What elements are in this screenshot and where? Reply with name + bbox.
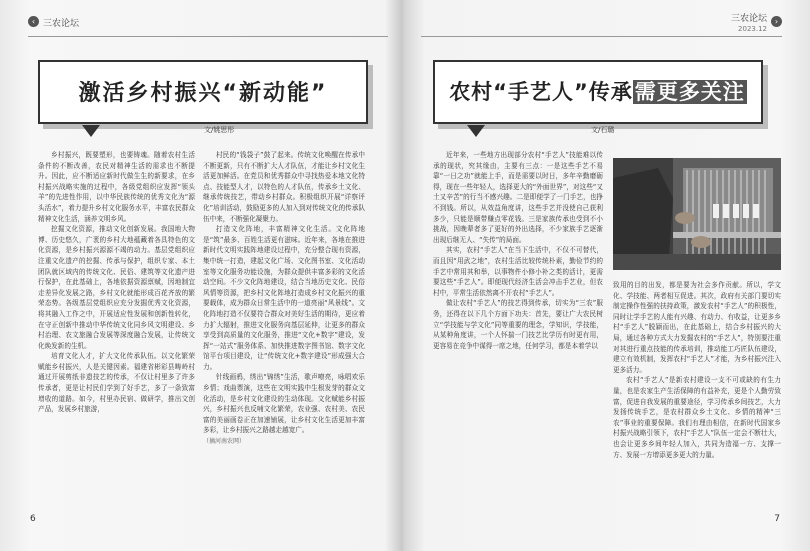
left-paragraph: 打造文化阵地，丰富精神文化生活。文化阵地是“筑”最多、百姓生活更有滋味。近年来，各地在推进新时代文明实践阵地建设过程中，充分整合现有资源，集中统一打造，建起文化广场、文化图书室、文化活动室等文化服务功能设施，为群众提供丰富多彩的文化活动空间。不少文化阵地建设，结合当地历史文化、民俗风情等资源，把乡村文化阵地打造成乡村文化振兴的重要载体，成为群众日常生活中的一道亮丽“风景线”。文化阵地打造不仅要符合群众对美好生活的期待，更应着力扩大辐射，推进文化服务向基层延伸，让更多的群众享受到高质量的文化服务，推进“文化+数字”建设，发挥“一站式”服务体系、加快推进数字图书馆、数字文化馆平台项目建设，让“传统文化+数字建设”形成强大合力。 xyxy=(203,225,365,371)
left-title-pointer xyxy=(82,125,100,137)
right-column-1 xyxy=(433,150,603,500)
left-paragraph: 针线画鸦，绣出“锦绣”生活，歌声嘹亮，咏唱欢乐乡情；戏曲票演，这些在文明实践中生根发芽的群众文化活动，是乡村文化建设的生动体现。文化赋能乡村振兴，乡村振兴也反哺文化繁荣，农业强、农村美、农民富的美丽画卷正在加速铺展，让乡村文化生活更加丰富多彩，让乡村振兴之路越走越宽广。 xyxy=(203,373,365,435)
right-paragraph: 近年来，一些地方出现部分农村“手艺人”技能难以传承的现状，究其缘由，主要有三点：一是这些手艺不易靠“一日之功”就能上手，而是需要以时日，多年辛勤磨砺得，现在一些年轻人，选择更大的“外面世界”，对这些“又土又辛苦”的行当不感兴趣。二是即便学了一门手艺，也挣不到钱。所以，从效益角度讲，这些手艺并没使自己获利多少，只能是顺带赚点零花钱。三是家族传承也受到不小挑战，因晚辈者多了更好的外出选择，不少家族手艺逐渐出现后继无人、“失传”的局面。 xyxy=(433,151,603,244)
left-title-part-2: 乡村振兴 xyxy=(126,81,223,106)
left-source-note: （摘河南农网） xyxy=(203,438,246,446)
right-title-plain: 农村“手艺人”传承 xyxy=(449,80,633,104)
left-page-number: 6 xyxy=(30,514,36,524)
left-paragraph: 村民的“钱袋子”鼓了起来。传统文化唤醒在传承中不断更新，只有不断扩大人才队伍，才能让乡村文化生活更加鲜活。在党员和优秀群众中寻找热爱本地文化特点、技能型人才，以特色的人才队伍，传承乡土文化、继承传统技艺，带动乡村群众。积极组织开展“详察评化”培训活动，鼓励更多的人加入到对传统文化的传承队伍中来，不断强化凝聚力。 xyxy=(203,151,365,223)
right-header-rule xyxy=(421,36,782,37)
right-article-title xyxy=(435,76,761,106)
left-title-part-3: “新动能” xyxy=(222,81,328,106)
right-paragraph: 致用的目的出发，都是要为社会多作贡献。所以，学文化、学技能、两者相互促进。其次，政府有关部门要切实制定操作性强的扶持政策，激发农村“手艺人”的积极性，同时让学手艺的人能有兴趣、有动力、有收益，让更多乡村“手艺人”脱颖而出，在此基础上，结合乡村振兴的大局，通过各种方式大力发掘农村的“手艺人”，特别要注重对其进行重点技能的传承培训，推动能工巧匠队伍建设，建立有效机制，发挥农村“手艺人”才能，为乡村振兴注入更多活力。 xyxy=(613,281,781,374)
left-title-box xyxy=(38,60,368,124)
chevron-right-icon: › xyxy=(771,16,782,27)
issue-date: 2023.12 xyxy=(738,25,767,33)
left-paragraph: 挖掘文化资源，推动文化创新发展。我国地大物博、历史悠久，广袤的乡村大地蕴藏着各具特色的文化资源，是乡村振兴源源不竭的动力。基层党组织应注重文化遗产的挖掘、传承与保护，组织专家、本土团队就区域内的传统文化、民俗、建筑等文化遗产进行保护，在此基础上，各地依据资源禀赋，因地制宜走差异化发展之路，乡村文化就能形成百花齐放的繁荣态势。各级基层党组织应充分发掘优秀文化资源，将其融入工作之中，开展适应性发展和创新性转化，在守正创新中推动中华传统文化同乡风文明建设、乡村治理、农文旅融合发展等深度融合发展，让传统文化焕发新的生机。 xyxy=(38,225,195,350)
right-title-box xyxy=(433,60,763,124)
weaving-loom-photo xyxy=(613,158,781,270)
right-paragraph: 做让农村“手艺人”的技艺得到传承，切实为“三农”服务，还得在以下几个方面下功夫：首先，要让广大农民树立“学技能与学文化”同等重要的理念，学知识，学技能，从某种角度讲，一个人怀揣一门技艺比学历有时更有用，更容易在竞争中谋得一席之地，任何学习，都是本着学以 xyxy=(433,299,603,350)
right-page xyxy=(407,0,810,551)
right-column-2 xyxy=(613,280,781,500)
left-paragraph: 培育文化人才，扩大文化传承队伍。以文化繁荣赋能乡村振兴，人是关键因素。福建省彬彩县畴岭村通过开展剪纸非遗技艺的传承，不仅让村里多了许多传承者，更是让村民们学到了好手艺，多了一条致富增收的道路。如今，村里办民宿、做研学，推出文创产品，发展乡村旅游， xyxy=(38,352,195,414)
left-column-1 xyxy=(38,150,195,500)
left-paragraph: 乡村振兴，既要塑形，也要铸魂。随着农村生活条件的不断改善，农民对精神生活的需求也不断提升。因此，应不断适应新时代做生生的新要求，在乡村振兴战略实施的过程中，各级党组织应发挥“领头羊”的先进性作用，以中华民族传统的优秀文化为“源头活水”，着力提升乡村文化服务水平，丰富农民群众精神文化生活，涵养文明乡风。 xyxy=(38,151,195,223)
left-header-rule xyxy=(28,36,388,37)
chevron-left-icon: ‹ xyxy=(28,16,39,27)
right-page-number: 7 xyxy=(774,514,780,524)
right-section-name: 三农论坛 xyxy=(730,14,767,24)
right-title-highlight: 需更多关注 xyxy=(634,80,745,104)
loom-illustration xyxy=(613,158,781,270)
left-title-part-1: 激活 xyxy=(78,81,127,106)
right-title-pointer xyxy=(467,125,485,137)
left-section-label: 三农论坛 xyxy=(43,19,80,29)
left-column-2 xyxy=(203,150,365,500)
right-paragraph: 农村“手艺人”是新农村建设一支不可或缺的有生力量，也是农家生产生活保障的有益补充，更是个人勤劳致富，促进自我发展的重要途径，学习传承乡间技艺，大力发扬传统手艺，是农村群众乡土文化、乡情的精神“三农”事业的重要保障。我们有理由相信，在新时代国家乡村振兴战略引领下，农村“手艺人”队伍一定会不断壮大，也会让更多乡间年轻人加入，共同为造福一方、支撑一方、发展一方增添更多更大的力量。 xyxy=(613,376,781,459)
right-paragraph: 其实，农村“手艺人”在当下生活中，不仅不可替代，而且因“用武之地”，农村生活比较传统朴素，勤俭节约的手艺中常用其和举，以事物件小修小补之类的活计，更需要这些“手艺人”。即便现代经济生活会冲击手艺业，但农村中，平常生活依然离不开农村“手艺人”。 xyxy=(433,246,603,297)
right-byline: 文/石璐 xyxy=(591,126,615,134)
right-section-label xyxy=(731,14,767,34)
left-article-title xyxy=(40,76,366,107)
left-byline: 文/姚思彤 xyxy=(204,126,235,134)
left-page xyxy=(0,0,402,551)
